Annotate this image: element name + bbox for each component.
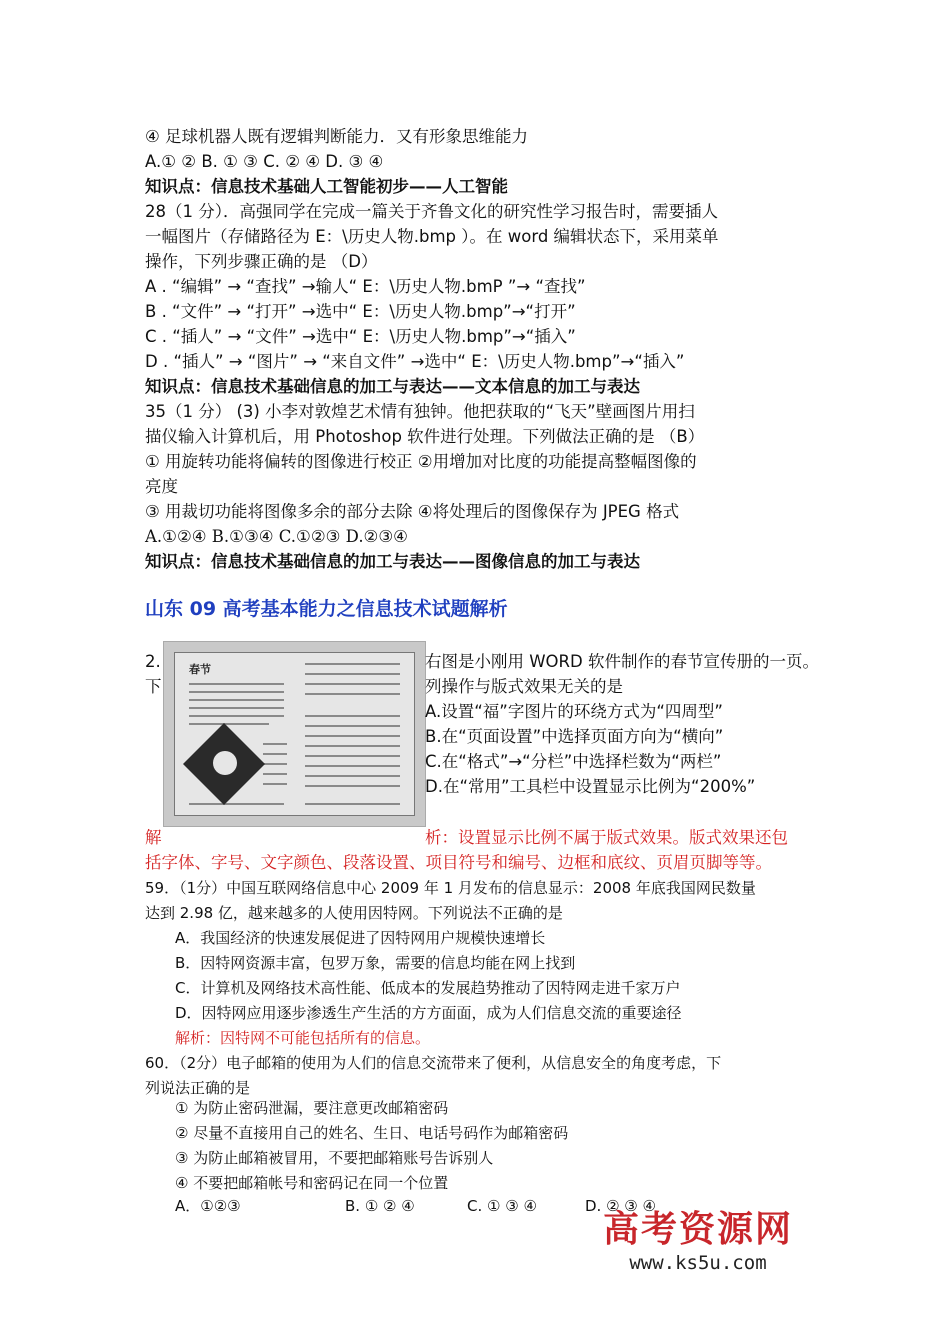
text-row bbox=[189, 723, 269, 725]
option-c: C . “插人” → “文件” →选中“ E：\历史人物.bmp”→“插入” bbox=[145, 327, 576, 346]
text-fragment: 下 bbox=[145, 677, 162, 696]
question-text: 35（1 分） (3) 小李对敦煌艺术情有独钟。他把获取的“飞天”壁画图片用扫 bbox=[145, 402, 695, 421]
text-line: A.① ② B. ① ③ C. ② ④ D. ③ ④ bbox=[145, 152, 384, 171]
option-d: D.在“常用”工具栏中设置显示比例为“200%” bbox=[425, 777, 756, 796]
text-row bbox=[189, 699, 284, 701]
statement-2: ② 尽量不直接用自己的姓名、生日、电话号码作为邮箱密码 bbox=[175, 1124, 569, 1142]
analysis-text: 解析：因特网不可能包括所有的信息。 bbox=[175, 1029, 431, 1047]
text-row bbox=[305, 673, 400, 675]
image-title: 春节 bbox=[189, 663, 211, 676]
knowledge-point: 知识点：信息技术基础信息的加工与表达——图像信息的加工与表达 bbox=[145, 552, 640, 571]
option-b: B . “文件” → “打开” →选中“ E：\历史人物.bmp”→“打开” bbox=[145, 302, 576, 321]
statement-1: ① 为防止密码泄漏，要注意更改邮箱密码 bbox=[175, 1099, 449, 1117]
option-b: B.在“页面设置”中选择页面方向为“横向” bbox=[425, 727, 724, 746]
statement-4: ④ 不要把邮箱帐号和密码记在同一个位置 bbox=[175, 1174, 449, 1192]
option-d: D. ② ③ ④ bbox=[585, 1197, 656, 1215]
text-row bbox=[305, 693, 400, 695]
ks5u-logo-watermark bbox=[598, 1201, 798, 1274]
option-b: B．因特网资源丰富，包罗万象，需要的信息均能在网上找到 bbox=[175, 954, 576, 972]
question-text: 操作，下列步骤正确的是 （D） bbox=[145, 252, 378, 271]
text-row bbox=[263, 763, 287, 765]
page-frame bbox=[174, 652, 415, 816]
text-row bbox=[305, 725, 400, 727]
option-c: C.在“格式”→“分栏”中选择栏数为“两栏” bbox=[425, 752, 722, 771]
question-text: 列操作与版式效果无关的是 bbox=[425, 677, 623, 696]
option-a: A．①②③ bbox=[175, 1197, 241, 1215]
options-line: A.①②④ B.①③④ C.①②③ D.②③④ bbox=[145, 527, 408, 546]
knowledge-point: 知识点：信息技术基础信息的加工与表达——文本信息的加工与表达 bbox=[145, 377, 640, 396]
question-text: 59．（1分）中国互联网络信息中心 2009 年 1 月发布的信息显示：2008 年底我国网民数量 bbox=[145, 879, 756, 897]
text-row bbox=[189, 715, 284, 717]
logo-url: www.ks5u.com bbox=[629, 1252, 767, 1274]
option-d: D．因特网应用逐步渗透生产生活的方方面面，成为人们信息交流的重要途径 bbox=[175, 1004, 682, 1022]
statement-3: ③ 为防止邮箱被冒用，不要把邮箱账号告诉别人 bbox=[175, 1149, 494, 1167]
text-row bbox=[305, 683, 400, 685]
text-row bbox=[263, 773, 287, 775]
option-d: D . “插人” → “图片” → “来自文件” →选中“ E：\历史人物.bmp”→“插入” bbox=[145, 352, 685, 371]
text-row bbox=[305, 663, 400, 665]
text-row bbox=[305, 715, 400, 717]
question-text: 60．（2分）电子邮箱的使用为人们的信息交流带来了便利，从信息安全的角度考虑，下 bbox=[145, 1054, 722, 1072]
text-row bbox=[189, 707, 284, 709]
text-row bbox=[263, 743, 287, 745]
text-row bbox=[263, 753, 287, 755]
text-row bbox=[189, 683, 284, 685]
question-text: 列说法正确的是 bbox=[145, 1079, 251, 1097]
text-row bbox=[305, 745, 400, 747]
option-a: A.设置“福”字图片的环绕方式为“四周型” bbox=[425, 702, 723, 721]
text-row bbox=[305, 765, 400, 767]
option-a: A . “编辑” → “查找” →输人“ E：\历史人物.bmP ”→ “查找” bbox=[145, 277, 586, 296]
text-row bbox=[305, 803, 400, 805]
text-row bbox=[189, 691, 284, 693]
text-line: ④ 足球机器人既有逻辑判断能力．又有形象思维能力 bbox=[145, 127, 529, 146]
analysis-label: 解 bbox=[145, 828, 162, 847]
fu-character-center bbox=[213, 751, 237, 775]
question-number: 2. bbox=[145, 652, 161, 671]
text-row bbox=[305, 775, 400, 777]
question-text: ③ 用裁切功能将图像多余的部分去除 ④将处理后的图像保存为 JPEG 格式 bbox=[145, 502, 680, 521]
text-row bbox=[263, 783, 287, 785]
analysis-text: 括字体、字号、文字颜色、段落设置、项目符号和编号、边框和底纹、页眉页脚等等。 bbox=[145, 853, 772, 872]
question-text: 一幅图片（存储路径为 E：\历史人物.bmp ）。在 word 编辑状态下，采用菜单 bbox=[145, 227, 719, 246]
logo-text: 高考资源网 bbox=[602, 1208, 793, 1250]
option-a: A．我国经济的快速发展促进了因特网用户规模快速增长 bbox=[175, 929, 546, 947]
question-text: 亮度 bbox=[145, 477, 178, 496]
text-row bbox=[305, 755, 400, 757]
spring-festival-page-image bbox=[163, 641, 426, 827]
question-text: ① 用旋转功能将偏转的图像进行校正 ②用增加对比度的功能提高整幅图像的 bbox=[145, 452, 697, 471]
analysis-text: 析：设置显示比例不属于版式效果。版式效果还包 bbox=[425, 828, 788, 847]
question-text: 描仪输入计算机后，用 Photoshop 软件进行处理。下列做法正确的是 （B） bbox=[145, 427, 705, 446]
text-row bbox=[189, 803, 284, 805]
knowledge-point: 知识点：信息技术基础人工智能初步——人工智能 bbox=[145, 177, 508, 196]
option-b: B. ① ② ④ bbox=[345, 1197, 415, 1215]
question-text: 28（1 分）．高强同学在完成一篇关于齐鲁文化的研究性学习报告时，需要插人 bbox=[145, 202, 718, 221]
option-c: C. ① ③ ④ bbox=[467, 1197, 537, 1215]
section-heading: 山东 09 高考基本能力之信息技术试题解析 bbox=[145, 598, 508, 620]
question-text: 右图是小刚用 WORD 软件制作的春节宣传册的一页。 bbox=[425, 652, 819, 671]
text-row bbox=[305, 735, 400, 737]
question-text: 达到 2.98 亿，越来越多的人使用因特网。下列说法不正确的是 bbox=[145, 904, 563, 922]
text-row bbox=[305, 785, 400, 787]
option-c: C．计算机及网络技术高性能、低成本的发展趋势推动了因特网走进千家万户 bbox=[175, 979, 681, 997]
